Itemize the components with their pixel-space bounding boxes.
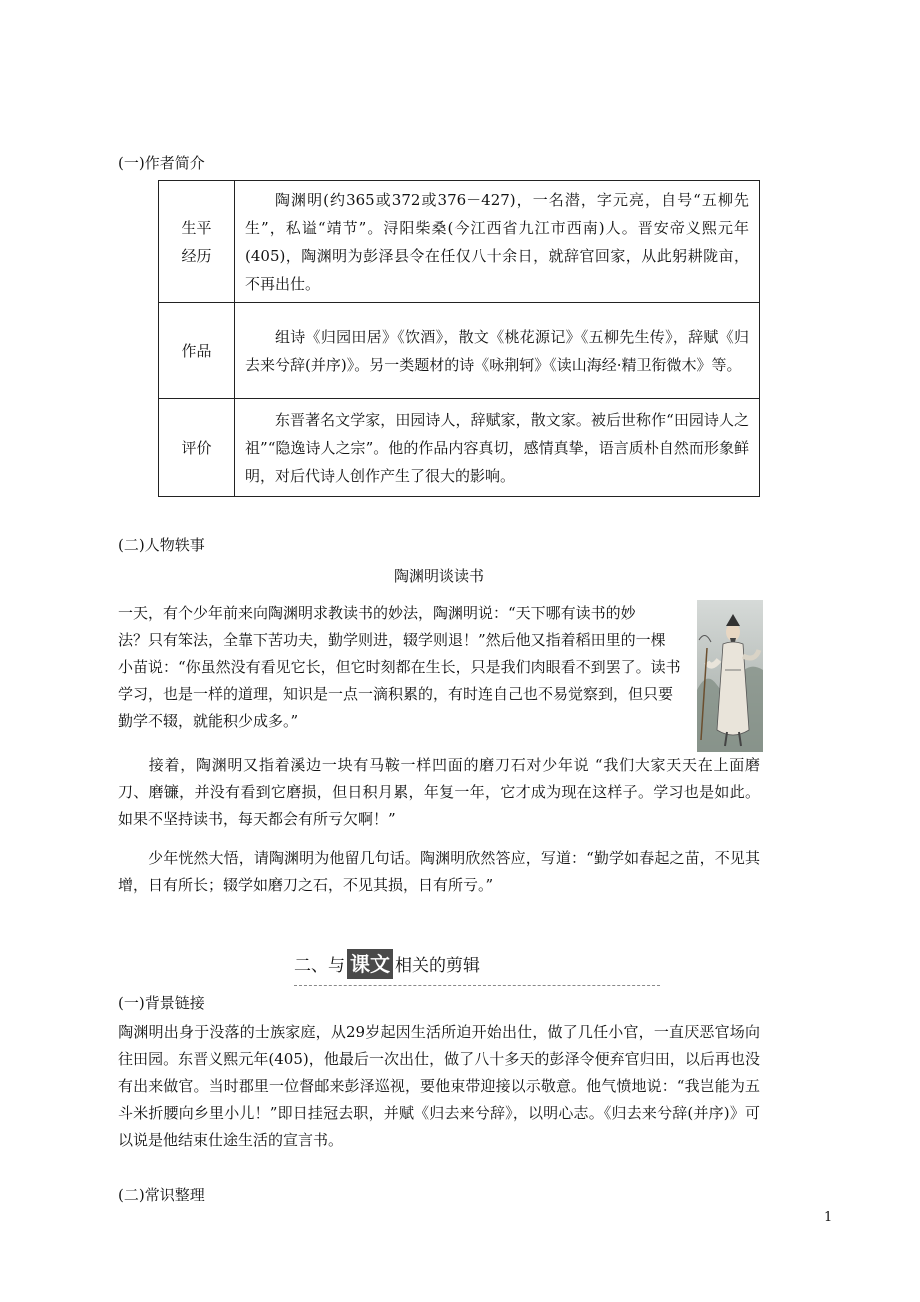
row-label-evaluation xyxy=(159,399,235,497)
table-row-evaluation xyxy=(159,399,760,497)
author-profile-table xyxy=(158,180,760,497)
text-line: 法？只有笨法，全靠下苦功夫，勤学则进，辍学则退！”然后他又指着稻田里的一棵 xyxy=(118,631,666,649)
section-banner xyxy=(294,945,660,986)
section-title xyxy=(294,949,480,983)
anecdote-title: 陶渊明谈读书 xyxy=(393,567,484,585)
row-content-works: 组诗《归园田居》《饮酒》，散文《桃花源记》《五柳先生传》，辞赋《归去来兮辞(并序)》。另一类题材的诗《咏荆轲》《读山海经·精卫衔微木》等。 xyxy=(235,303,760,399)
label-line: 生平 xyxy=(181,218,212,237)
anecdote-paragraph-3 xyxy=(118,845,760,899)
row-content-life: 陶渊明(约365或372或376－427)，一名潜，字元亮，自号“五柳先生”，私谥“靖节”。浔阳柴桑(今江西省九江市西南)人。晋安帝义熙元年(405)，陶渊明为彭泽县令在任仅八十余日，就辞官回家，从此躬耕陇亩，不再出仕。 xyxy=(235,181,760,303)
anecdote-paragraph-1 xyxy=(118,600,693,735)
text-line: 勤学不辍，就能积少成多。” xyxy=(118,712,299,730)
text-line: 学习，也是一样的道理，知识是一点一滴积累的，有时连自己也不易觉察到，但只要 xyxy=(118,685,674,703)
background-heading: (一)背景链接 xyxy=(118,994,205,1012)
label-line: 作品 xyxy=(181,341,212,360)
background-paragraph xyxy=(118,1019,760,1154)
table-row-life xyxy=(159,181,760,303)
text-line: 一天，有个少年前来向陶渊明求教读书的妙法，陶渊明说：“天下哪有读书的妙 xyxy=(118,604,636,622)
anecdote-heading: (二)人物轶事 xyxy=(118,536,205,554)
page-number: 1 xyxy=(824,1210,833,1225)
section-title-highlight: 课文 xyxy=(347,949,393,979)
text-line: 小苗说：“你虽然没有看见它长，但它时刻都在生长，只是我们肉眼看不到罢了。读书 xyxy=(118,658,681,676)
row-content-evaluation: 东晋著名文学家，田园诗人，辞赋家，散文家。被后世称作“田园诗人之祖”“隐逸诗人之宗”。他的作品内容真切，感情真挚，语言质朴自然而形象鲜明，对后代诗人创作产生了很大的影响。 xyxy=(235,399,760,497)
anecdote-paragraph-2 xyxy=(118,752,760,833)
paragraph-text: 少年恍然大悟，请陶渊明为他留几句话。陶渊明欣然答应，写道：“勤学如春起之苗，不见其增，日有所长；辍学如磨刀之石，不见其损，日有所亏。” xyxy=(118,849,760,894)
section-title-suffix: 相关的剪辑 xyxy=(395,956,480,976)
tao-yuanming-portrait xyxy=(697,600,763,752)
knowledge-heading: (二)常识整理 xyxy=(118,1186,205,1204)
label-line: 经历 xyxy=(181,246,212,265)
label-line: 评价 xyxy=(181,438,212,457)
table-row-works xyxy=(159,303,760,399)
paragraph-text: 接着，陶渊明又指着溪边一块有马鞍一样凹面的磨刀石对少年说 “我们大家天天在上面磨刀、磨镰，并没有看到它磨损，但日积月累，年复一年，它才成为现在这样子。学习也是如此。如果不坚持读书，每天都会有所亏欠啊！” xyxy=(118,756,760,828)
row-label-life xyxy=(159,181,235,303)
paragraph-text: 陶渊明出身于没落的士族家庭，从29岁起因生活所迫开始出仕，做了几任小官，一直厌恶官场向往田园。东晋义熙元年(405)，他最后一次出仕，做了八十多天的彭泽令便弃官归田，以后再也没有出来做官。当时郡里一位督邮来彭泽巡视，要他束带迎接以示敬意。他气愤地说：“我岂能为五斗米折腰向乡里小儿！”即日挂冠去职，并赋《归去来兮辞》，以明心志。《归去来兮辞(并序)》可以说是他结束仕途生活的宣言书。 xyxy=(118,1023,760,1149)
row-label-works xyxy=(159,303,235,399)
section-title-prefix: 二、与 xyxy=(294,956,345,976)
author-intro-heading: (一)作者简介 xyxy=(118,154,205,172)
